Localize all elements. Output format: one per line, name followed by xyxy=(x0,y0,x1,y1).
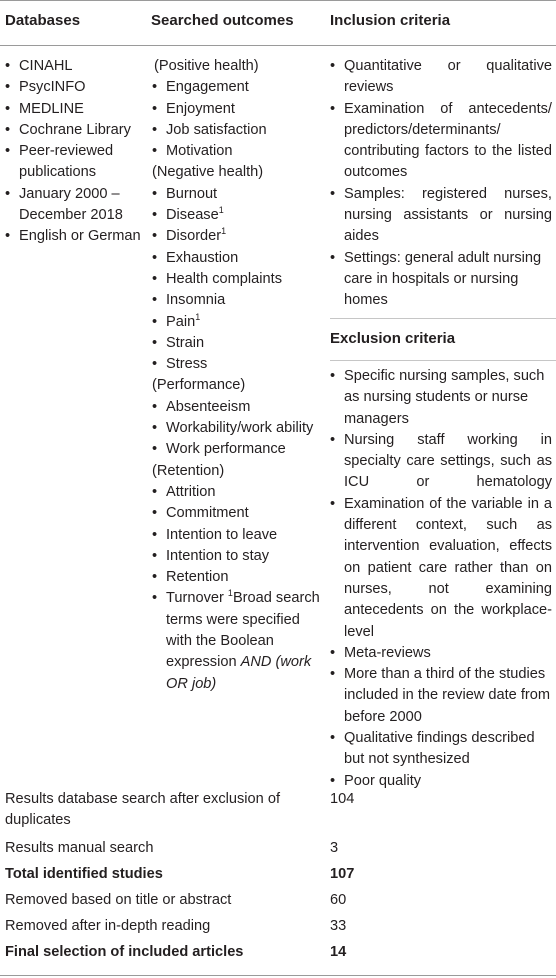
inclusion-item: • Examination of antecedents/ predictors/determinants/ contributing factors to the listed outcomes xyxy=(330,99,552,184)
exclusion-item: • Poor quality xyxy=(330,771,552,792)
summary-label: Results manual search xyxy=(5,840,154,856)
outcome-item: • Health complaints xyxy=(152,269,324,290)
databases-list xyxy=(5,56,145,248)
outcome-item: • Commitment xyxy=(152,503,324,524)
inclusion-item: • Samples: registered nurses, nursing assistants or nursing aides xyxy=(330,184,552,248)
database-item: • English or German xyxy=(5,226,145,247)
exclusion-rule-top xyxy=(330,318,556,319)
exclusion-item: • More than a third of the studies included in the review date from before 2000 xyxy=(330,664,552,728)
exclusion-rule-bottom xyxy=(330,360,556,361)
inclusion-item: • Settings: general adult nursing care in hospitals or nursing homes xyxy=(330,248,552,312)
exclusion-item: • Meta-reviews xyxy=(330,643,552,664)
summary-value-final: 14 xyxy=(330,944,347,960)
footnote-marker: 1 xyxy=(195,311,201,322)
header-outcomes: Searched outcomes xyxy=(151,12,294,29)
exclusion-item: • Examination of the variable in a different context, such as intervention evaluation, effects on patient care rather than on nurses, not examining antecedents on the workplace-level xyxy=(330,494,552,643)
bottom-rule xyxy=(0,975,556,976)
outcome-item: • Burnout xyxy=(152,184,324,205)
summary-label-total: Total identified studies xyxy=(5,866,163,882)
inclusion-item: • Quantitative or qualitative reviews xyxy=(330,56,552,99)
outcome-item-turnover: • Turnover $^1$Broad search terms were specified with the Boolean expression AND (work OR job) xyxy=(152,588,324,694)
summary-value: 33 xyxy=(330,918,347,934)
summary-label: Results database search after exclusion of duplicates xyxy=(5,791,281,829)
database-item: • January 2000 –December 2018 xyxy=(5,184,145,227)
header-exclusion: Exclusion criteria xyxy=(330,330,456,347)
outcome-item: • Engagement xyxy=(152,77,324,98)
header-rule xyxy=(0,45,556,46)
outcome-item: • Pain$^1$ xyxy=(152,312,324,333)
exclusion-item: • Nursing staff working in specialty care settings, such as ICU or hematology xyxy=(330,430,552,494)
retention-label: (Retention) xyxy=(152,462,225,479)
summary-value: 60 xyxy=(330,892,347,908)
outcome-item: • Enjoyment xyxy=(152,99,324,120)
database-item: • Cochrane Library xyxy=(5,120,145,141)
footnote-expression: AND (work OR job) xyxy=(166,654,312,692)
inclusion-list xyxy=(330,56,552,312)
database-item: • MEDLINE xyxy=(5,99,145,120)
outcome-item: • Motivation xyxy=(152,141,324,162)
database-item: • CINAHL xyxy=(5,56,145,77)
outcome-item: • Intention to stay xyxy=(152,546,324,567)
outcome-item: • Stress xyxy=(152,354,324,375)
exclusion-list xyxy=(330,366,552,792)
outcome-item: • Retention xyxy=(152,567,324,588)
footnote-marker: 1 xyxy=(221,226,227,237)
header-inclusion: Inclusion criteria xyxy=(330,12,451,29)
exclusion-item: • Qualitative findings described but not synthesized xyxy=(330,728,552,771)
outcome-item: • Insomnia xyxy=(152,290,324,311)
outcome-item: • Work performance xyxy=(152,439,324,460)
database-item: • Peer-reviewed publications xyxy=(5,141,145,184)
header-databases: Databases xyxy=(5,12,81,29)
negative-health-label: (Negative health) xyxy=(152,164,264,181)
database-item: • PsycINFO xyxy=(5,77,145,98)
footnote-text: Broad search terms were specified with the Boolean expression xyxy=(166,590,320,671)
summary-value-total: 107 xyxy=(330,866,355,882)
summary-label: Removed after in-depth reading xyxy=(5,918,211,934)
exclusion-item: • Specific nursing samples, such as nursing students or nurse managers xyxy=(330,366,552,430)
outcome-item: • Strain xyxy=(152,333,324,354)
outcome-item: • Exhaustion xyxy=(152,248,324,269)
summary-value: 3 xyxy=(330,840,339,856)
positive-health-label: (Positive health) xyxy=(154,58,259,74)
top-rule xyxy=(0,0,556,1)
outcome-item: • Intention to leave xyxy=(152,525,324,546)
footnote-marker: 1 xyxy=(227,588,233,599)
outcome-item: • Disease$^1$ xyxy=(152,205,324,226)
performance-label: (Performance) xyxy=(152,377,246,394)
outcome-item: • Absenteeism xyxy=(152,397,324,418)
summary-label: Removed based on title or abstract xyxy=(5,892,232,908)
outcome-item: • Workability/work ability xyxy=(152,418,324,439)
summary-label-final: Final selection of included articles xyxy=(5,944,244,960)
summary-value: 104 xyxy=(330,791,355,807)
outcome-item: • Job satisfaction xyxy=(152,120,324,141)
footnote-marker: 1 xyxy=(218,205,224,216)
outcome-item: • Disorder$^1$ xyxy=(152,226,324,247)
outcomes-list xyxy=(152,56,324,695)
outcome-item: • Attrition xyxy=(152,482,324,503)
